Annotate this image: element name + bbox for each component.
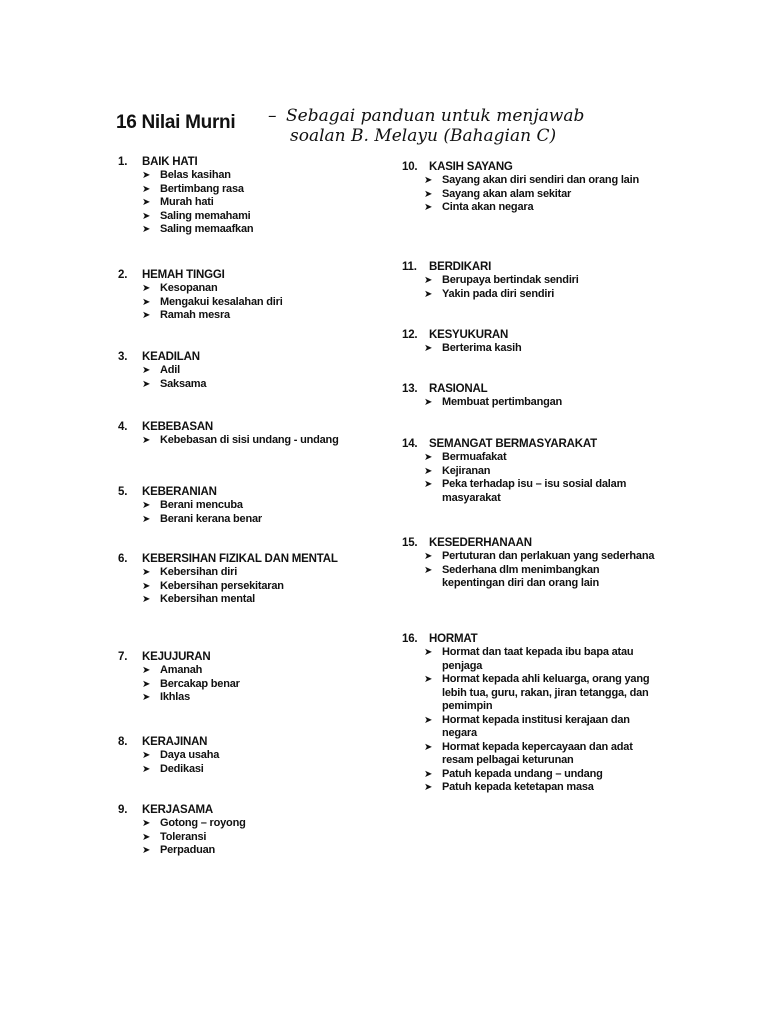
bullet-list — [118, 817, 418, 858]
list-item — [142, 749, 418, 763]
bullet-list — [118, 664, 418, 705]
section-number: 6. — [118, 553, 128, 565]
list-item — [142, 296, 418, 310]
list-item-text: Peka terhadap isu – isu sosial dalam masyarakat — [442, 478, 627, 504]
section-title: KEBERANIAN — [142, 486, 217, 498]
list-item — [424, 201, 662, 215]
section-number: 14. — [402, 438, 418, 450]
arrow-bullet-icon: ➤ — [142, 513, 151, 525]
arrow-bullet-icon: ➤ — [142, 845, 151, 856]
bullet-list — [402, 396, 662, 410]
value-section — [118, 420, 418, 448]
arrow-bullet-icon: ➤ — [142, 197, 151, 208]
list-item — [142, 580, 418, 594]
arrow-bullet-icon: ➤ — [424, 275, 433, 286]
list-item — [424, 478, 662, 505]
list-item — [424, 550, 662, 564]
arrow-bullet-icon: ➤ — [142, 210, 151, 222]
value-section — [118, 650, 418, 705]
list-item-text: Berani kerana benar — [160, 512, 262, 525]
section-title: KERAJINAN — [142, 736, 208, 748]
list-item — [142, 282, 418, 296]
section-title: KEJUJURAN — [142, 651, 211, 663]
list-item-text: Sayang akan diri sendiri dan orang lain — [442, 174, 639, 186]
section-heading — [118, 485, 418, 499]
list-item — [424, 451, 662, 465]
section-heading — [402, 536, 662, 550]
section-number: 10. — [402, 161, 418, 173]
arrow-bullet-icon: ➤ — [142, 378, 151, 390]
section-number: 7. — [118, 651, 128, 663]
value-section — [118, 803, 418, 858]
arrow-bullet-icon: ➤ — [424, 452, 433, 463]
section-title: BAIK HATI — [142, 156, 198, 168]
arrow-bullet-icon: ➤ — [424, 768, 433, 780]
list-item — [424, 288, 662, 302]
bullet-list — [118, 282, 418, 323]
arrow-bullet-icon: ➤ — [142, 594, 151, 605]
arrow-bullet-icon: ➤ — [142, 750, 151, 761]
value-section — [118, 735, 418, 776]
bullet-list — [118, 749, 418, 776]
list-item-text: Kebebasan di sisi undang - undang — [160, 434, 339, 446]
list-item — [424, 673, 662, 714]
section-heading — [402, 632, 662, 646]
list-item — [142, 223, 418, 237]
list-item-text: Kebersihan persekitaran — [160, 579, 284, 592]
value-section — [402, 382, 662, 410]
list-item — [424, 188, 662, 202]
arrow-bullet-icon: ➤ — [424, 782, 433, 793]
arrow-bullet-icon: ➤ — [424, 397, 433, 408]
list-item-text: Perpaduan — [160, 844, 216, 856]
page-title: 16 Nilai Murni — [116, 112, 236, 133]
list-item-text: Berterima kasih — [442, 342, 522, 354]
bullet-list — [118, 169, 418, 237]
list-item — [424, 465, 662, 479]
list-item-text: Belas kasihan — [160, 169, 231, 181]
list-item — [424, 396, 662, 410]
list-item-text: Daya usaha — [160, 749, 220, 761]
arrow-bullet-icon: ➤ — [142, 365, 151, 376]
section-number: 12. — [402, 329, 418, 341]
section-heading — [402, 160, 662, 174]
list-item-text: Membuat pertimbangan — [442, 396, 563, 408]
section-number: 1. — [118, 156, 128, 168]
list-item-text: Kesopanan — [160, 282, 218, 294]
bullet-list — [118, 364, 418, 391]
arrow-bullet-icon: ➤ — [424, 674, 433, 685]
list-item — [142, 196, 418, 210]
list-item-text: Saksama — [160, 377, 207, 390]
list-item — [142, 844, 418, 858]
section-number: 5. — [118, 486, 128, 498]
list-item-text: Saling memaafkan — [160, 223, 254, 235]
list-item — [142, 763, 418, 777]
list-item — [424, 741, 662, 768]
section-heading — [118, 268, 418, 282]
list-item-text: Hormat kepada institusi kerajaan dan negara — [442, 713, 630, 739]
list-item — [142, 831, 418, 845]
value-section — [402, 632, 662, 795]
note-line-1-text: Sebagai panduan untuk menjawab — [286, 106, 585, 126]
list-item-text: Berupaya bertindak sendiri — [442, 274, 579, 286]
section-number: 15. — [402, 537, 418, 549]
list-item-text: Yakin pada diri sendiri — [442, 287, 555, 300]
section-title: KEADILAN — [142, 351, 200, 363]
list-item — [424, 274, 662, 288]
arrow-bullet-icon: ➤ — [142, 296, 151, 308]
arrow-bullet-icon: ➤ — [142, 224, 151, 235]
bullet-list — [402, 174, 662, 215]
arrow-bullet-icon: ➤ — [424, 714, 433, 726]
arrow-bullet-icon: ➤ — [424, 202, 433, 213]
list-item — [142, 566, 418, 580]
bullet-list — [402, 646, 662, 795]
arrow-bullet-icon: ➤ — [142, 678, 151, 690]
section-title: KEBEBASAN — [142, 421, 214, 433]
list-item — [424, 646, 662, 673]
section-heading — [118, 650, 418, 664]
list-item — [142, 678, 418, 692]
list-item — [142, 309, 418, 323]
section-number: 13. — [402, 383, 418, 395]
arrow-bullet-icon: ➤ — [142, 665, 151, 676]
arrow-bullet-icon: ➤ — [142, 580, 151, 592]
list-item-text: Murah hati — [160, 196, 214, 208]
value-section — [402, 260, 662, 301]
list-item-text: Hormat dan taat kepada ibu bapa atau penjaga — [442, 646, 634, 672]
section-number: 8. — [118, 736, 128, 748]
list-item-text: Adil — [160, 364, 180, 376]
arrow-bullet-icon: ➤ — [142, 831, 151, 843]
arrow-bullet-icon: ➤ — [142, 818, 151, 829]
bullet-list — [402, 274, 662, 301]
list-item — [142, 169, 418, 183]
list-item — [142, 434, 418, 448]
section-heading — [402, 328, 662, 342]
section-heading — [118, 155, 418, 169]
list-item-text: Mengakui kesalahan diri — [160, 295, 283, 308]
list-item — [142, 593, 418, 607]
list-item — [142, 378, 418, 392]
section-title: HORMAT — [429, 633, 478, 645]
bullet-list — [118, 566, 418, 607]
handwritten-note-line-1 — [268, 106, 584, 126]
section-number: 2. — [118, 269, 128, 281]
list-item-text: Hormat kepada kepercayaan dan adat resam pelbagai keturunan — [442, 740, 633, 766]
list-item-text: Dedikasi — [160, 762, 204, 775]
list-item — [424, 342, 662, 356]
list-item-text: Patuh kepada ketetapan masa — [442, 781, 594, 793]
value-section — [118, 155, 418, 237]
list-item — [424, 174, 662, 188]
section-heading — [402, 437, 662, 451]
list-item-text: Patuh kepada undang – undang — [442, 767, 603, 780]
bullet-list — [118, 499, 418, 526]
section-title: BERDIKARI — [429, 261, 492, 273]
list-item — [424, 768, 662, 782]
section-title: SEMANGAT BERMASYARAKAT — [429, 438, 597, 450]
list-item-text: Hormat kepada ahli keluarga, orang yang lebih tua, guru, rakan, jiran tetangga, dan pemimpin — [442, 673, 650, 712]
section-heading — [118, 803, 418, 817]
arrow-bullet-icon: ➤ — [424, 647, 433, 658]
list-item — [142, 364, 418, 378]
arrow-bullet-icon: ➤ — [142, 567, 151, 578]
list-item — [424, 564, 662, 591]
list-item — [142, 499, 418, 513]
list-item-text: Sederhana dlm menimbangkan kepentingan diri dan orang lain — [442, 563, 600, 589]
note-dash: – — [268, 106, 277, 126]
arrow-bullet-icon: ➤ — [424, 343, 433, 354]
section-number: 11. — [402, 261, 417, 273]
list-item-text: Kebersihan diri — [160, 566, 238, 578]
list-item — [142, 691, 418, 705]
arrow-bullet-icon: ➤ — [142, 763, 151, 775]
list-item-text: Bertimbang rasa — [160, 182, 244, 195]
section-heading — [402, 260, 662, 274]
section-heading — [118, 552, 418, 566]
section-title: KESYUKURAN — [429, 329, 509, 341]
arrow-bullet-icon: ➤ — [424, 175, 433, 186]
bullet-list — [402, 550, 662, 591]
list-item-text: Gotong – royong — [160, 817, 246, 829]
arrow-bullet-icon: ➤ — [424, 741, 433, 753]
handwritten-note — [268, 106, 584, 146]
value-section — [118, 552, 418, 607]
value-section — [402, 160, 662, 215]
list-item-text: Amanah — [160, 664, 203, 676]
list-item — [142, 664, 418, 678]
list-item-text: Ramah mesra — [160, 309, 230, 321]
bullet-list — [402, 342, 662, 356]
bullet-list — [402, 451, 662, 505]
list-item — [142, 513, 418, 527]
section-number: 9. — [118, 804, 128, 816]
arrow-bullet-icon: ➤ — [424, 479, 433, 490]
arrow-bullet-icon: ➤ — [424, 551, 433, 562]
list-item-text: Kebersihan mental — [160, 593, 256, 605]
arrow-bullet-icon: ➤ — [424, 564, 433, 576]
arrow-bullet-icon: ➤ — [424, 465, 433, 477]
arrow-bullet-icon: ➤ — [142, 170, 151, 181]
value-section — [402, 437, 662, 505]
value-section — [118, 485, 418, 526]
arrow-bullet-icon: ➤ — [424, 188, 433, 200]
arrow-bullet-icon: ➤ — [142, 310, 151, 321]
arrow-bullet-icon: ➤ — [142, 435, 151, 446]
arrow-bullet-icon: ➤ — [142, 692, 151, 703]
section-title: HEMAH TINGGI — [142, 269, 225, 281]
list-item-text: Pertuturan dan perlakuan yang sederhana — [442, 550, 655, 562]
list-item-text: Sayang akan alam sekitar — [442, 187, 572, 200]
bullet-list — [118, 434, 418, 448]
section-title: KASIH SAYANG — [429, 161, 513, 173]
section-heading — [118, 350, 418, 364]
list-item-text: Bermuafakat — [442, 451, 507, 463]
section-title: KEBERSIHAN FIZIKAL DAN MENTAL — [142, 553, 338, 565]
list-item-text: Cinta akan negara — [442, 201, 534, 213]
section-title: RASIONAL — [429, 383, 488, 395]
list-item-text: Saling memahami — [160, 209, 251, 222]
arrow-bullet-icon: ➤ — [142, 183, 151, 195]
handwritten-note-line-2: soalan B. Melayu (Bahagian C) — [290, 126, 557, 146]
value-section — [118, 268, 418, 323]
section-title: KERJASAMA — [142, 804, 214, 816]
section-number: 16. — [402, 633, 418, 645]
list-item — [142, 210, 418, 224]
arrow-bullet-icon: ➤ — [142, 283, 151, 294]
arrow-bullet-icon: ➤ — [424, 288, 433, 300]
list-item-text: Kejiranan — [442, 464, 491, 477]
section-heading — [118, 735, 418, 749]
list-item-text: Bercakap benar — [160, 677, 240, 690]
list-item — [142, 183, 418, 197]
list-item-text: Toleransi — [160, 830, 207, 843]
section-number: 3. — [118, 351, 128, 363]
list-item-text: Ikhlas — [160, 691, 190, 703]
section-heading — [118, 420, 418, 434]
value-section — [118, 350, 418, 391]
list-item — [142, 817, 418, 831]
arrow-bullet-icon: ➤ — [142, 500, 151, 511]
section-title: KESEDERHANAAN — [429, 537, 532, 549]
section-heading — [402, 382, 662, 396]
section-number: 4. — [118, 421, 128, 433]
list-item — [424, 714, 662, 741]
value-section — [402, 328, 662, 356]
list-item — [424, 781, 662, 795]
list-item-text: Berani mencuba — [160, 499, 243, 511]
value-section — [402, 536, 662, 591]
